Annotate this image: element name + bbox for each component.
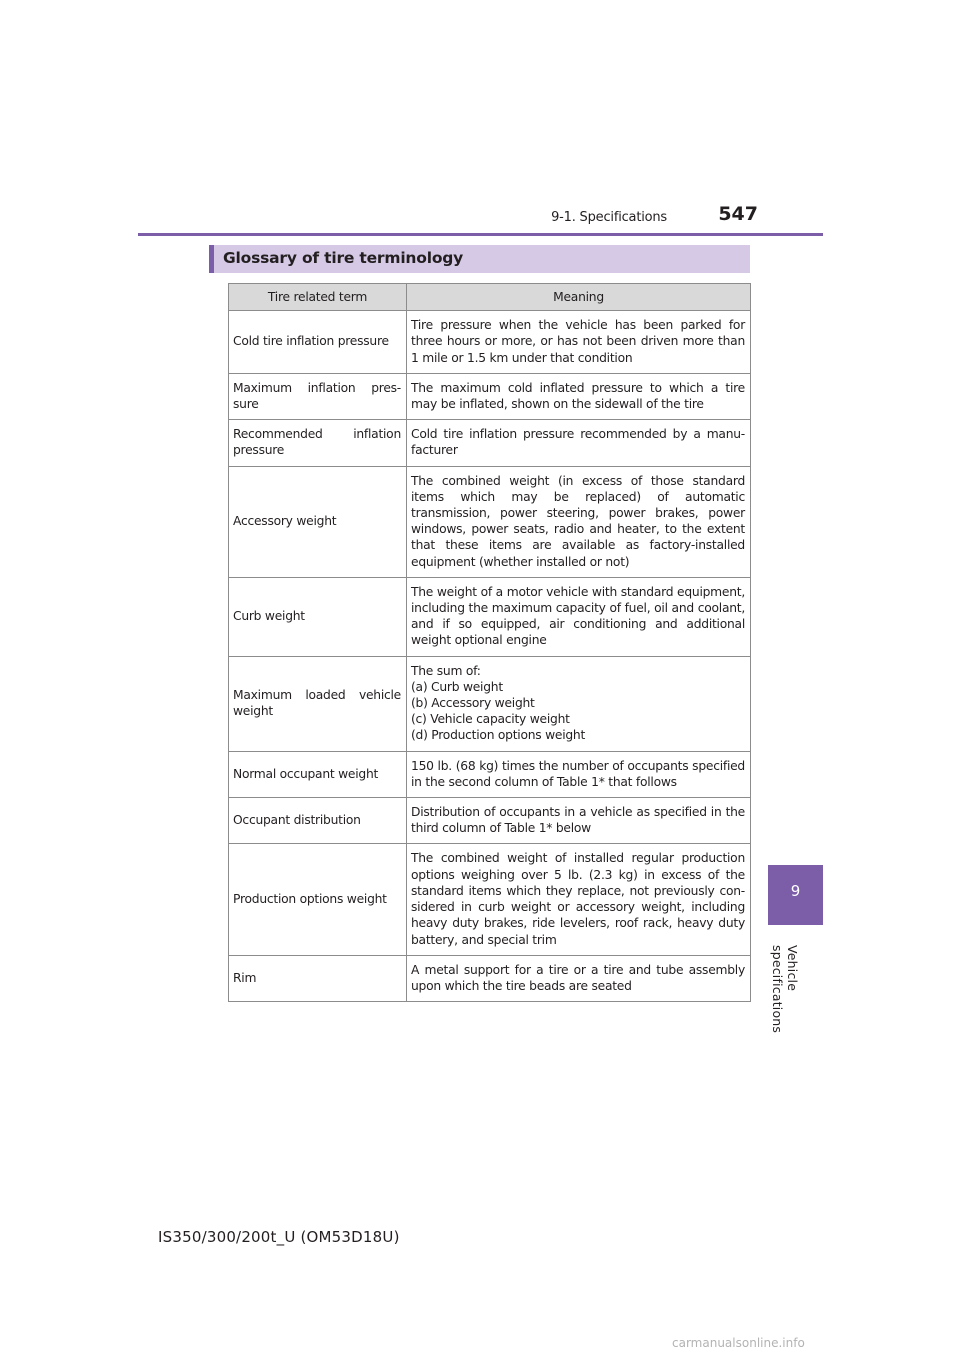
table-row	[229, 420, 751, 466]
section-title-bar	[209, 245, 750, 273]
watermark: carmanualsonline.info	[672, 1336, 805, 1350]
chapter-label: Vehicle specifications	[770, 945, 800, 1034]
page-number: 547	[718, 203, 758, 225]
table-row	[229, 955, 751, 1001]
meaning-cell: The maximum cold inflated pressure to which a tire may be inflated, shown on the sidewall of the tire	[407, 373, 751, 419]
chapter-tab	[768, 865, 823, 925]
meaning-cell: A metal support for a tire or a tire and tube assembly upon which the tire beads are seated	[407, 955, 751, 1001]
meaning-cell: The combined weight of installed regular production options weighing over 5 lb. (2.3 kg) in excess of the standard items which they replace, not previously con-sidered in curb weight or accessory weight, including heavy duty brakes, ride levelers, roof rack, heavy duty battery, and special trim	[407, 844, 751, 955]
meaning-cell: The combined weight (in excess of those standard items which may be replaced) of automatic transmission, power steering, power brakes, power windows, power seats, radio and heater, to the extent that these items are available as factory-installed equipment (whether installed or not)	[407, 466, 751, 577]
table-row	[229, 373, 751, 419]
meaning-cell: The weight of a motor vehicle with standard equipment, including the maximum capacity of fuel, oil and coolant, and if so equipped, air conditioning and additional weight optional engine	[407, 577, 751, 656]
table-row	[229, 577, 751, 656]
header-divider	[138, 233, 823, 236]
glossary-table	[228, 283, 751, 1002]
term-cell: Occupant distribution	[229, 798, 407, 844]
column-header-meaning: Meaning	[407, 284, 751, 311]
term-cell: Accessory weight	[229, 466, 407, 577]
table-row	[229, 751, 751, 797]
term-cell: Recommended inflation pressure	[229, 420, 407, 466]
term-cell: Normal occupant weight	[229, 751, 407, 797]
column-header-term: Tire related term	[229, 284, 407, 311]
term-cell: Rim	[229, 955, 407, 1001]
meaning-cell: 150 lb. (68 kg) times the number of occupants specified in the second column of Table 1* that follows	[407, 751, 751, 797]
meaning-cell: Distribution of occupants in a vehicle as specified in the third column of Table 1* below	[407, 798, 751, 844]
term-cell: Maximum inflation pres-sure	[229, 373, 407, 419]
section-title: Glossary of tire terminology	[223, 249, 464, 267]
table-row	[229, 844, 751, 955]
term-cell: Production options weight	[229, 844, 407, 955]
term-cell: Curb weight	[229, 577, 407, 656]
footer-model-code: IS350/300/200t_U (OM53D18U)	[158, 1228, 400, 1246]
meaning-cell: Cold tire inflation pressure recommended by a manu-facturer	[407, 420, 751, 466]
table-row	[229, 656, 751, 751]
term-cell: Maximum loaded vehicle weight	[229, 656, 407, 751]
table-row	[229, 798, 751, 844]
table-row	[229, 311, 751, 374]
table-header-row	[229, 284, 751, 311]
chapter-number: 9	[790, 882, 801, 900]
term-cell: Cold tire inflation pressure	[229, 311, 407, 374]
meaning-cell: The sum of: (a) Curb weight (b) Accessory weight (c) Vehicle capacity weight (d) Production options weight	[407, 656, 751, 751]
meaning-cell: Tire pressure when the vehicle has been parked for three hours or more, or has not been driven more than 1 mile or 1.5 km under that condition	[407, 311, 751, 374]
running-header-section: 9-1. Specifications	[551, 210, 667, 225]
table-row	[229, 466, 751, 577]
